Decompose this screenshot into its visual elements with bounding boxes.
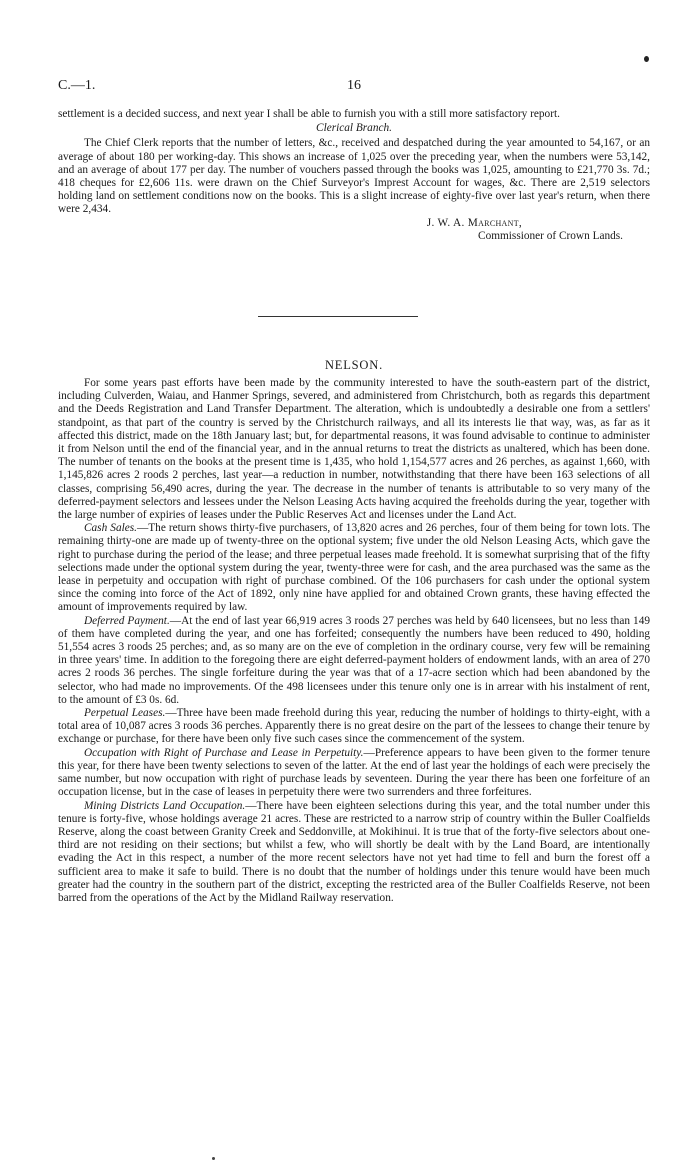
- deferred-payment-text: —At the end of last year 66,919 acres 3 roods 27 perches was held by 640 licensees, but no less than 149 of them have completed during the year, and one has forfeited; consequently the numbers have been reduced to 490, holding 51,554 acres 3 roods 25 perches; and, as so many are on the eve of completion in the ordinary course, very few will be remaining in three years' time. In addition to the foregoing there are eight deferred-payment holders of endowment lands, with an area of 270 acres 2 roods 36 perches. The single forfeiture during the year was that of a 17-acre section which had been abandoned by the selector, who had made no improvements. Of the 498 licensees under this tenure only one is in arrear with his instalment of rent, to the amount of £3 0s. 6d.: [58, 614, 650, 706]
- page-header: [58, 78, 650, 98]
- perpetual-leases-text: —Three have been made freehold during this year, reducing the number of holdings to thirty-eight, with a total area of 10,087 acres 3 roods 36 perches. Apparently there is no great desire on the part of the lessees to change their tenure by exchange or purchase, for there have been only five such cases since the commencement of the system.: [58, 707, 650, 746]
- signatory-name: J. W. A. Marchant,: [426, 216, 522, 229]
- page-number: 16: [347, 78, 361, 93]
- nelson-heading: NELSON.: [324, 358, 384, 372]
- perpetual-leases-label: Perpetual Leases.: [84, 707, 166, 720]
- cash-sales-paragraph: [58, 522, 650, 614]
- document-reference: C.—1.: [58, 78, 96, 93]
- section-divider: [258, 316, 418, 317]
- mining-districts-text: —There have been eighteen selections during this year, and the total number under this tenure is forty-five, whose holdings average 21 acres. These are restricted to a narrow strip of country within the Buller Coalfields Reserve, along the coast between Granity Creek and Seddonville, at Mokihinui. It is true that of the forty-five selectors about one-third are not residing on their sections; but whilst a few, who will shortly be dealt with by the Land Board, are intentionally evading the Act in this respect, a number of the more recent selectors have not yet had time to fell and burn the forest off a sufficient area to make it safe to build. There is no doubt that the number of holdings under this tenure would have been much greater had the country in the southern part of the district, excepting the restricted area of the Buller Coalfields Reserve, not been barred from the operations of the Act by the Midland Railway reservation.: [58, 799, 651, 904]
- clerical-branch-subheading: Clerical Branch.: [316, 122, 392, 135]
- nelson-intro-paragraph: For some years past efforts have been made by the community interested to have the south-eastern part of the district, including Culverden, Waiau, and Hanmer Springs, severed, and administered from Christchurch, both as regards this department and the Deeds Registration and Land Transfer Department. The alteration, which is undoubtedly a desirable one from a settlers' standpoint, as that part of the country is served by the Christchurch railways, and all its interests lie that way, was, as far as it affected this district, made on the 18th January last; but, for departmental reasons, it was found advisable to continue to administer it from Nelson until the end of the financial year, and in the annual returns to treat the districts as unaltered, which has been done. The number of tenants on the books at the present time is 1,435, who hold 1,154,577 acres and 26 perches, as against 1,660, with 1,145,826 acres 2 roods 2 perches, last year—a reduction in number, notwithstanding that there have been 163 selections of all classes, comprising 56,490 acres, during the year. The decrease in the number of tenants is attributable to so very many of the deferred-payment selectors and lessees under the Nelson Leasing Acts having acquired the freeholds during the year, together with the large number of expiries of leases under the Public Reserves Act and licenses under the Land Act.: [58, 377, 650, 522]
- mining-districts-paragraph: [58, 800, 650, 906]
- signature-block: [58, 217, 650, 243]
- continuation-paragraph: settlement is a decided success, and next year I shall be able to furnish you with a still more satisfactory report.: [58, 108, 560, 120]
- cash-sales-label: Cash Sales.: [84, 522, 137, 535]
- perpetual-leases-paragraph: [58, 707, 650, 747]
- deferred-payment-label: Deferred Payment.: [84, 614, 170, 627]
- cash-sales-text: —The return shows thirty-five purchasers, of 13,820 acres and 26 perches, four of them being for town lots. The remaining thirty-one are made up of twenty-three on the optional system; five under the old Nelson Leasing Acts, which gave the right to purchase during the period of the lease; and three perpetual leases made freehold. It is somewhat surprising that of the fifty selections made under the optional system during the year, twenty-three were for cash, and the area purchased was the same as the lease in perpetuity and occupation with right of purchase combined. Of the 106 purchasers for cash under the optional system since the coming into force of the Act of 1892, only nine have applied for and obtained Crown grants, these having effected the amount of improvements required by law.: [58, 522, 650, 614]
- mining-districts-label: Mining Districts Land Occupation.: [84, 799, 246, 812]
- occupation-label: Occupation with Right of Purchase and Lease in Perpetuity.: [84, 746, 364, 759]
- clerical-paragraph: The Chief Clerk reports that the number of letters, &c., received and despatched during the year amounted to 54,167, or an average of about 180 per working-day. This shows an increase of 1,025 over the preceding year, when the numbers were 53,142, and an average of about 177 per day. The number of vouchers passed through the books was 1,025, amounting to £21,770 3s. 7d.; 418 cheques for £2,606 11s. were drawn on the Chief Surveyor's Imprest Account for wages, &c. There are 2,519 selectors holding land on settlement conditions now on the books. This is a slight increase of eighty-five over last year's return, when there were 2,434.: [58, 137, 650, 216]
- signatory-title: Commissioner of Crown Lands.: [478, 229, 623, 242]
- deferred-payment-paragraph: [58, 615, 650, 707]
- nelson-section: [58, 377, 650, 905]
- top-section: [58, 108, 650, 243]
- ink-mark: [212, 1157, 215, 1160]
- occupation-text: —Preference appears to have been given to the former tenure this year, for there have been twenty selections to seven of the latter. At the end of last year the holdings of each were precisely the same number, but now occupation with right of purchase leads by seventeen. During the year there has been one forfeiture of an occupation license, but in the case of leases in perpetuity there were two surrenders and three forfeitures.: [58, 746, 650, 799]
- occupation-paragraph: [58, 747, 650, 800]
- ink-dot: [644, 56, 649, 62]
